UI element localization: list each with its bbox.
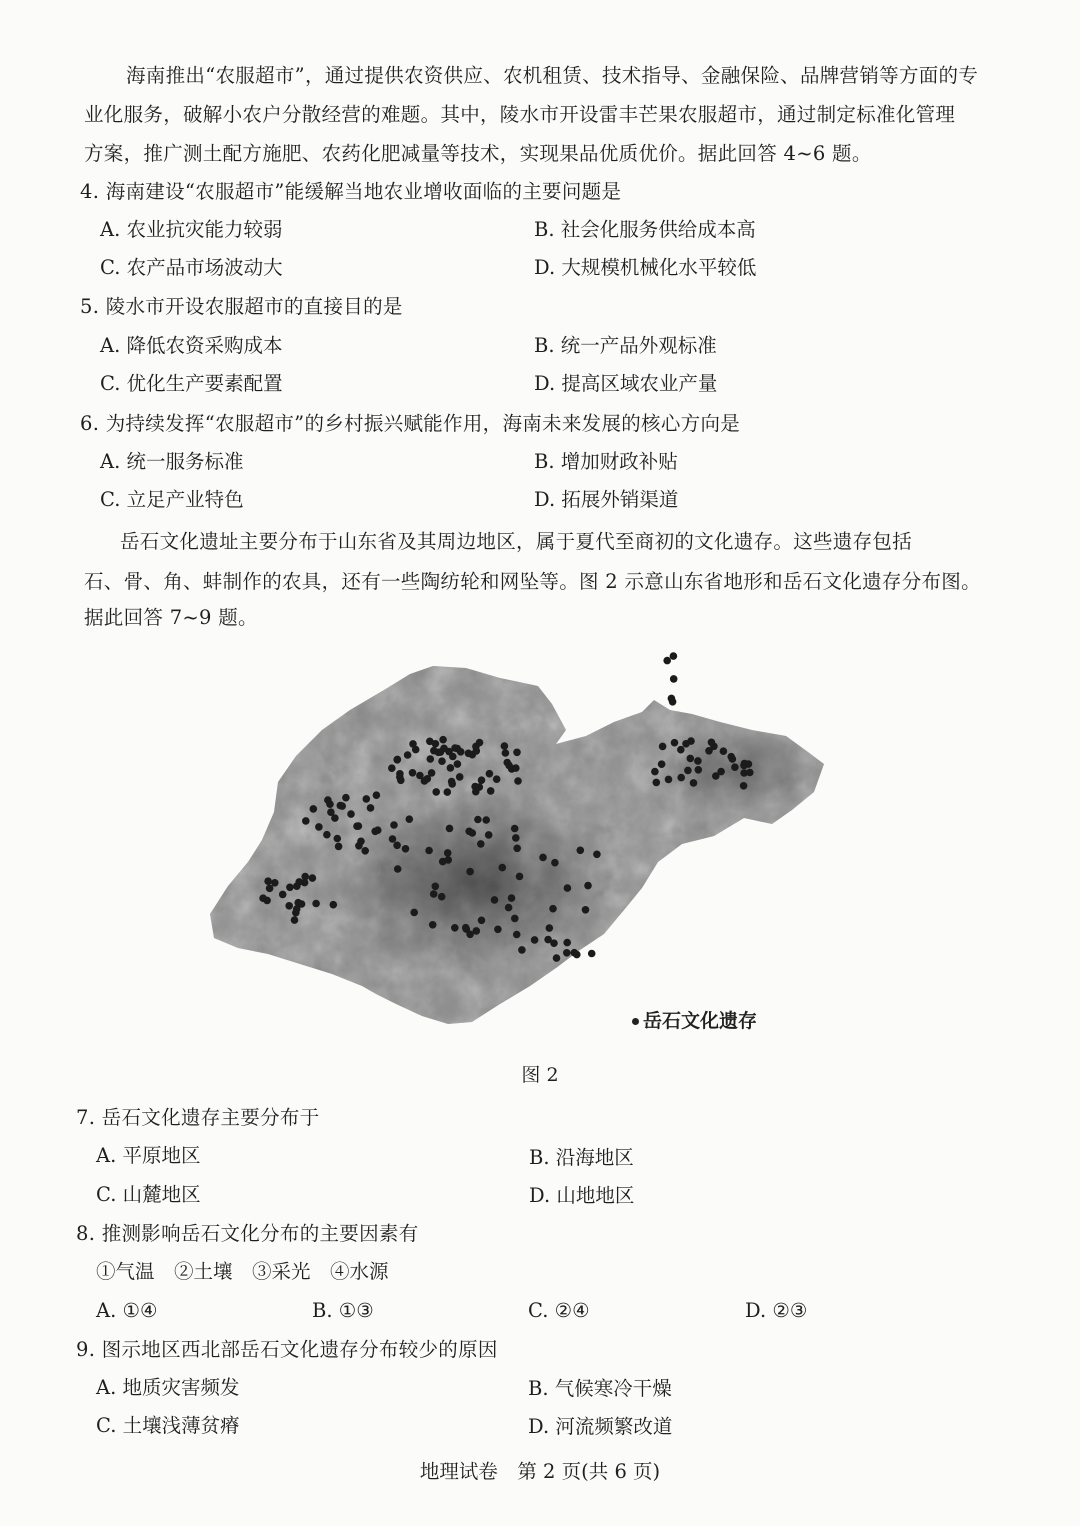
q7-option-b: B. 沿海地区	[529, 1146, 634, 1169]
culture-site-dot	[454, 760, 462, 768]
q9-option-d: D. 河流频繁改道	[528, 1415, 673, 1438]
culture-site-dot	[438, 757, 446, 765]
culture-site-dot	[469, 829, 477, 837]
culture-site-dot	[502, 749, 510, 757]
culture-site-dot	[347, 810, 355, 818]
culture-site-dot	[687, 755, 695, 763]
culture-site-dot	[499, 864, 507, 872]
culture-site-dot	[393, 842, 401, 850]
q9-option-a: A. 地质灾害频发	[96, 1376, 240, 1399]
culture-site-dot	[367, 804, 375, 812]
culture-site-dot	[684, 767, 692, 775]
culture-site-dot	[513, 749, 521, 757]
culture-site-dot	[740, 782, 748, 790]
culture-site-dot	[457, 748, 465, 756]
culture-site-dot	[505, 904, 513, 912]
culture-site-dot	[531, 936, 539, 944]
culture-site-dot	[670, 652, 678, 660]
culture-site-dot	[444, 788, 452, 796]
culture-site-dot	[357, 838, 365, 846]
culture-site-dot	[390, 821, 398, 829]
culture-site-dot	[705, 747, 713, 755]
intro2-line-3: 据此回答 7~9 题。	[84, 606, 258, 629]
culture-site-dot	[477, 840, 485, 848]
culture-site-dot	[563, 949, 571, 957]
culture-site-dot	[334, 835, 342, 843]
q5-option-d: D. 提高区域农业产量	[534, 372, 718, 395]
culture-site-dot	[295, 878, 303, 886]
culture-site-dot	[539, 854, 547, 862]
map-legend	[632, 1008, 757, 1034]
culture-site-dot	[546, 924, 554, 932]
q8-option-d: D. ②③	[745, 1299, 808, 1322]
culture-site-dot	[301, 873, 309, 881]
q8-option-c: C. ②④	[528, 1299, 590, 1322]
culture-site-dot	[505, 762, 513, 770]
culture-site-dot	[353, 822, 361, 830]
culture-site-dot	[491, 896, 499, 904]
culture-site-dot	[412, 746, 420, 754]
culture-site-dot	[388, 764, 396, 772]
culture-site-dot	[444, 856, 452, 864]
culture-site-dot	[493, 775, 501, 783]
culture-site-dot	[588, 950, 596, 958]
culture-site-dot	[511, 825, 519, 833]
culture-site-dot	[564, 884, 572, 892]
culture-site-dot	[310, 805, 318, 813]
culture-site-dot	[338, 802, 346, 810]
q9-option-b: B. 气候寒冷干燥	[528, 1377, 672, 1400]
culture-site-dot	[323, 831, 331, 839]
culture-site-dot	[406, 815, 414, 823]
culture-site-dot	[451, 924, 459, 932]
q9-option-c: C. 土壤浅薄贫瘠	[96, 1414, 240, 1437]
culture-site-dot	[658, 760, 666, 768]
culture-site-dot	[361, 847, 369, 855]
q7-option-a: A. 平原地区	[96, 1144, 201, 1167]
culture-site-dot	[271, 879, 279, 887]
culture-site-dot	[659, 743, 667, 751]
culture-site-dot	[478, 917, 486, 925]
q7-option-d: D. 山地地区	[529, 1184, 635, 1207]
shandong-terrain-map	[200, 648, 840, 1048]
culture-site-dot	[729, 755, 737, 763]
culture-site-dot	[582, 906, 590, 914]
culture-site-dot	[427, 755, 435, 763]
q4-option-c: C. 农产品市场波动大	[100, 256, 283, 279]
culture-site-dot	[512, 834, 520, 842]
culture-site-dot	[438, 893, 446, 901]
culture-site-dot	[695, 766, 703, 774]
culture-site-dot	[286, 884, 294, 892]
culture-site-dot	[573, 951, 581, 959]
q8-option-b: B. ①③	[312, 1299, 374, 1322]
culture-site-dot	[456, 773, 464, 781]
culture-site-dot	[291, 916, 299, 924]
culture-site-dot	[478, 776, 486, 784]
culture-site-dot	[293, 905, 301, 913]
culture-site-dot	[402, 845, 410, 853]
culture-site-dot	[553, 954, 561, 962]
intro1-line-2: 业化服务，破解小农户分散经营的难题。其中，陵水市开设雷丰芒果农服超市，通过制定标准化管理	[84, 103, 956, 126]
intro2-line-1: 岳石文化遗址主要分布于山东省及其周边地区，属于夏代至商初的文化遗存。这些遗存包括	[120, 530, 913, 553]
site-dot-icon	[632, 1018, 639, 1025]
culture-site-dot	[445, 748, 453, 756]
q6-option-d: D. 拓展外销渠道	[534, 488, 679, 511]
culture-site-dot	[694, 757, 702, 765]
q4-option-b: B. 社会化服务供给成本高	[534, 218, 756, 241]
culture-site-dot	[720, 747, 728, 755]
q6-option-c: C. 立足产业特色	[100, 488, 244, 511]
culture-site-dot	[466, 868, 474, 876]
q4-option-a: A. 农业抗灾能力较弱	[100, 218, 283, 241]
q4-option-d: D. 大规模机械化水平较低	[534, 256, 757, 279]
q8-stem: 8. 推测影响岳石文化分布的主要因素有	[76, 1222, 419, 1245]
culture-site-dot	[394, 756, 402, 764]
culture-site-dot	[437, 748, 445, 756]
culture-site-dot	[731, 763, 739, 771]
q9-stem: 9. 图示地区西北部岳石文化遗存分布较少的原因	[76, 1338, 498, 1361]
culture-site-dot	[677, 746, 685, 754]
intro1-line-1: 海南推出“农服超市”，通过提供农资供应、农机租赁、技术指导、金融保险、品牌营销等方面的专	[126, 64, 979, 87]
culture-site-dot	[712, 772, 720, 780]
culture-site-dot	[429, 921, 437, 929]
culture-site-dot	[514, 777, 522, 785]
culture-site-dot	[512, 764, 520, 772]
culture-site-dot	[670, 675, 678, 683]
culture-site-dot	[513, 845, 521, 853]
q7-stem: 7. 岳石文化遗存主要分布于	[76, 1106, 320, 1129]
culture-site-dot	[389, 835, 397, 843]
culture-site-dot	[474, 816, 482, 824]
culture-site-dot	[426, 738, 434, 746]
culture-site-dot	[309, 874, 317, 882]
culture-site-dot	[324, 796, 332, 804]
culture-site-dot	[462, 924, 470, 932]
q5-stem: 5. 陵水市开设农服超市的直接目的是	[80, 295, 403, 318]
culture-site-dot	[302, 817, 310, 825]
culture-site-dot	[266, 885, 274, 893]
culture-site-dot	[397, 777, 405, 785]
culture-site-dot	[432, 883, 440, 891]
culture-site-dot	[330, 901, 338, 909]
culture-site-dot	[508, 894, 516, 902]
culture-site-dot	[264, 877, 272, 885]
q4-stem: 4. 海南建设“农服超市”能缓解当地农业增收面临的主要问题是	[80, 180, 622, 203]
culture-site-dot	[447, 764, 455, 772]
culture-site-dot	[294, 899, 302, 907]
culture-site-dot	[563, 939, 571, 947]
culture-site-dot	[430, 747, 438, 755]
culture-site-dot	[409, 769, 417, 777]
culture-site-dot	[668, 695, 676, 703]
q5-option-a: A. 降低农资采购成本	[100, 334, 283, 357]
culture-site-dot	[690, 779, 698, 787]
culture-site-dot	[501, 742, 509, 750]
culture-site-dot	[371, 828, 379, 836]
culture-site-dot	[513, 931, 521, 939]
culture-site-dot	[363, 795, 371, 803]
figure-caption: 图 2	[521, 1064, 559, 1086]
intro2-line-2: 石、骨、角、蚌制作的农具，还有一些陶纺轮和网坠等。图 2 示意山东省地形和岳石文化遗存分布图。	[84, 570, 981, 593]
culture-site-dot	[373, 791, 381, 799]
culture-site-dot	[665, 776, 673, 784]
q7-option-c: C. 山麓地区	[96, 1183, 201, 1206]
culture-site-dot	[279, 891, 287, 899]
culture-site-dot	[335, 843, 343, 851]
culture-site-dot	[404, 751, 412, 759]
q5-option-b: B. 统一产品外观标准	[534, 334, 717, 357]
q8-option-a: A. ①④	[96, 1299, 158, 1322]
culture-site-dot	[259, 894, 267, 902]
culture-site-dot	[428, 769, 436, 777]
culture-site-dot	[448, 778, 456, 786]
culture-site-dot	[708, 739, 716, 747]
page-footer: 地理试卷 第 2 页(共 6 页)	[419, 1460, 661, 1483]
culture-site-dot	[746, 769, 754, 777]
culture-site-dot	[485, 831, 493, 839]
culture-site-dot	[511, 915, 519, 923]
culture-site-dot	[740, 762, 748, 770]
q5-option-c: C. 优化生产要素配置	[100, 372, 283, 395]
culture-site-dot	[342, 794, 350, 802]
culture-site-dot	[476, 739, 484, 747]
culture-site-dot	[551, 859, 559, 867]
culture-site-dot	[312, 900, 320, 908]
culture-site-dot	[687, 737, 695, 745]
culture-site-dot	[396, 770, 404, 778]
culture-site-dot	[677, 774, 685, 782]
culture-site-dot	[584, 882, 592, 890]
culture-site-dot	[486, 770, 494, 778]
culture-site-dot	[425, 847, 433, 855]
culture-site-dot	[473, 927, 481, 935]
culture-site-dot	[518, 946, 526, 954]
q6-option-b: B. 增加财政补贴	[534, 450, 678, 473]
culture-site-dot	[444, 849, 452, 857]
q6-stem: 6. 为持续发挥“农服超市”的乡村振兴赋能作用，海南未来发展的核心方向是	[80, 412, 741, 435]
culture-site-dot	[653, 779, 661, 787]
culture-site-dot	[476, 783, 484, 791]
culture-site-dot	[487, 787, 495, 795]
culture-site-dot	[446, 825, 454, 833]
q8-items: ①气温 ②土壤 ③采光 ④水源	[96, 1260, 389, 1283]
culture-site-dot	[549, 905, 557, 913]
culture-site-dot	[432, 788, 440, 796]
culture-site-dot	[577, 847, 585, 855]
culture-site-dot	[593, 851, 601, 859]
culture-site-dot	[516, 873, 524, 881]
culture-site-dot	[394, 865, 402, 873]
culture-site-dot	[482, 816, 490, 824]
culture-site-dot	[550, 939, 558, 947]
culture-site-dot	[663, 657, 671, 665]
culture-site-dot	[315, 823, 323, 831]
culture-site-dot	[671, 739, 679, 747]
culture-site-dot	[327, 808, 335, 816]
culture-site-dot	[494, 926, 502, 934]
map-legend-label: 岳石文化遗存	[643, 1010, 758, 1032]
culture-site-dot	[285, 902, 293, 910]
culture-site-dot	[410, 909, 418, 917]
culture-site-dot	[651, 768, 659, 776]
culture-site-dot	[430, 890, 438, 898]
q6-option-a: A. 统一服务标准	[100, 450, 244, 473]
culture-site-dot	[439, 736, 447, 744]
intro1-line-3: 方案，推广测土配方施肥、农药化肥减量等技术，实现果品优质优价。据此回答 4~6 题。	[84, 142, 872, 165]
